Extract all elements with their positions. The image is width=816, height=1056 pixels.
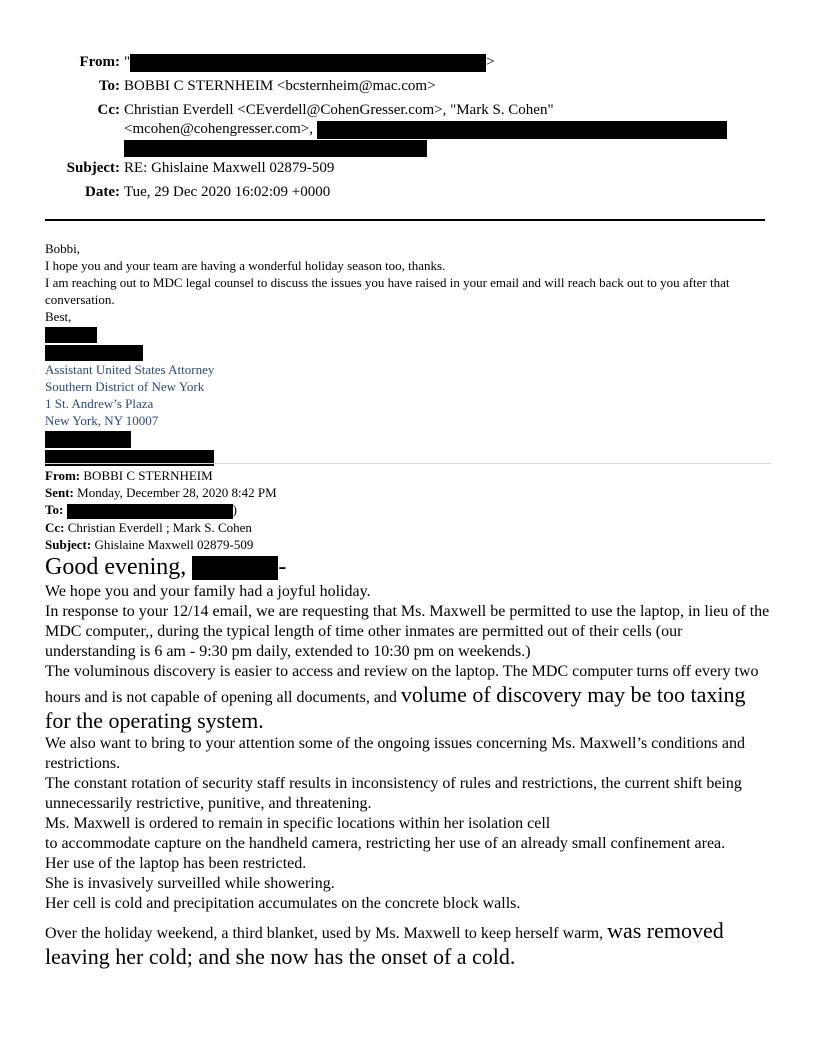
fwd-to-row (45, 501, 770, 519)
redaction-block (130, 54, 486, 72)
signature-office: Southern District of New York (45, 379, 205, 395)
cc-label: Cc: (97, 102, 120, 118)
letter-para-2: In response to your 12/14 email, we are requesting that Ms. Maxwell be permitted to use the laptop, in lieu of the MDC computer,, during the typical length of time other inmates are permitted out of their cells (our understanding is 6 am - 9:30 pm daily, extended to 10:30 pm on weekends.) (45, 603, 770, 660)
to-value: BOBBI C STERNHEIM <bcsternheim@mac.com> (124, 78, 436, 94)
letter-para-7: Her use of the laptop has been restricted. (45, 855, 307, 872)
from-suffix: > (486, 54, 495, 70)
reply-line-2: I am reaching out to MDC legal counsel to discuss the issues you have raised in your email and will reach back out to you after that conversation. (45, 275, 730, 307)
forward-divider (45, 463, 771, 464)
fwd-subject-label: Subject: (45, 536, 92, 552)
fwd-sent-row (45, 484, 770, 501)
redaction-block (124, 140, 427, 157)
date-label: Date: (85, 184, 120, 200)
redaction-block (45, 431, 131, 448)
redaction-block (67, 504, 233, 519)
letter-para-3 (45, 662, 773, 734)
subject-value: RE: Ghislaine Maxwell 02879-509 (124, 160, 335, 176)
fwd-sent-value: Monday, December 28, 2020 8:42 PM (77, 485, 277, 500)
cc-line-2 (124, 119, 727, 139)
salutation: Bobbi, (45, 241, 81, 256)
fwd-subject-row (45, 536, 770, 553)
from-row (0, 52, 816, 72)
from-prefix: " (124, 54, 131, 70)
letter-body (45, 552, 773, 970)
from-label: From: (79, 54, 120, 70)
sender-name-redacted-2 (45, 343, 770, 361)
closing: Best, (45, 309, 72, 324)
subject-row (0, 158, 816, 178)
redaction-block (317, 121, 727, 139)
redaction-block (192, 556, 278, 580)
cc-line-2-text: <mcohen@cohengresser.com>, (124, 121, 314, 137)
greeting-text: Good evening, (45, 554, 187, 580)
cc-line-3 (124, 138, 427, 158)
redaction-block (45, 327, 97, 343)
fwd-cc-value: Christian Everdell ; Mark S. Cohen (67, 519, 252, 535)
letter-para-8: She is invasively surveilled while showering. (45, 875, 335, 892)
greeting-suffix: - (278, 554, 287, 580)
greeting (45, 552, 773, 582)
from-value (124, 52, 495, 72)
signature-address-2: New York, NY 10007 (45, 413, 159, 429)
redaction-block (45, 345, 143, 361)
to-label: To: (98, 78, 120, 94)
letter-para-3b: volume of discovery may be too taxing for the operating system. (45, 682, 746, 733)
fwd-from-row (45, 467, 770, 484)
signature-redacted-1 (45, 429, 770, 448)
subject-label: Subject: (66, 160, 120, 176)
signature-address-1: 1 St. Andrew’s Plaza (45, 396, 154, 412)
reply-body (45, 240, 770, 466)
fwd-to-suffix: ) (232, 502, 237, 517)
fwd-from-label: From: (45, 468, 81, 483)
letter-para-3a: The voluminous discovery is easier to access and review on the laptop. The MDC computer turns off every two hours and is not capable of opening all documents, and (45, 663, 759, 706)
cc-line-1: Christian Everdell <CEverdell@CohenGresser.com>, "Mark S. Cohen" (124, 102, 554, 118)
cc-row (0, 100, 816, 158)
sender-name-redacted (45, 325, 770, 343)
fwd-to-label: To: (45, 502, 64, 517)
signature-title: Assistant United States Attorney (45, 362, 215, 378)
header-divider (45, 219, 765, 221)
letter-para-10 (45, 918, 773, 970)
email-header (0, 52, 816, 206)
fwd-from-value: BOBBI C STERNHEIM (83, 468, 213, 483)
letter-para-9: Her cell is cold and precipitation accumulates on the concrete block walls. (45, 895, 521, 912)
letter-para-6a: Ms. Maxwell is ordered to remain in specific locations within her isolation cell (45, 815, 551, 832)
letter-para-10b: was removed leaving her cold; and she now has the onset of a cold. (45, 918, 724, 969)
fwd-cc-row (45, 519, 770, 536)
forwarded-header (45, 467, 770, 553)
to-row (0, 76, 816, 96)
letter-para-1: We hope you and your family had a joyful holiday. (45, 583, 371, 600)
letter-para-10a: Over the holiday weekend, a third blanket, used by Ms. Maxwell to keep herself warm, (45, 925, 604, 942)
letter-para-5: The constant rotation of security staff results in inconsistency of rules and restrictions, the current shift being unnecessarily restrictive, punitive, and threatening. (45, 775, 742, 812)
date-value: Tue, 29 Dec 2020 16:02:09 +0000 (124, 184, 331, 200)
fwd-cc-label: Cc: (45, 519, 65, 535)
fwd-subject-value: Ghislaine Maxwell 02879-509 (94, 536, 254, 552)
letter-para-6b: to accommodate capture on the handheld camera, restricting her use of an already small confinement area. (45, 835, 726, 852)
date-row (0, 182, 816, 202)
reply-line-1: I hope you and your team are having a wonderful holiday season too, thanks. (45, 258, 446, 273)
letter-para-4: We also want to bring to your attention some of the ongoing issues concerning Ms. Maxwell’s conditions and restrictions. (45, 735, 745, 772)
fwd-sent-label: Sent: (45, 485, 74, 500)
